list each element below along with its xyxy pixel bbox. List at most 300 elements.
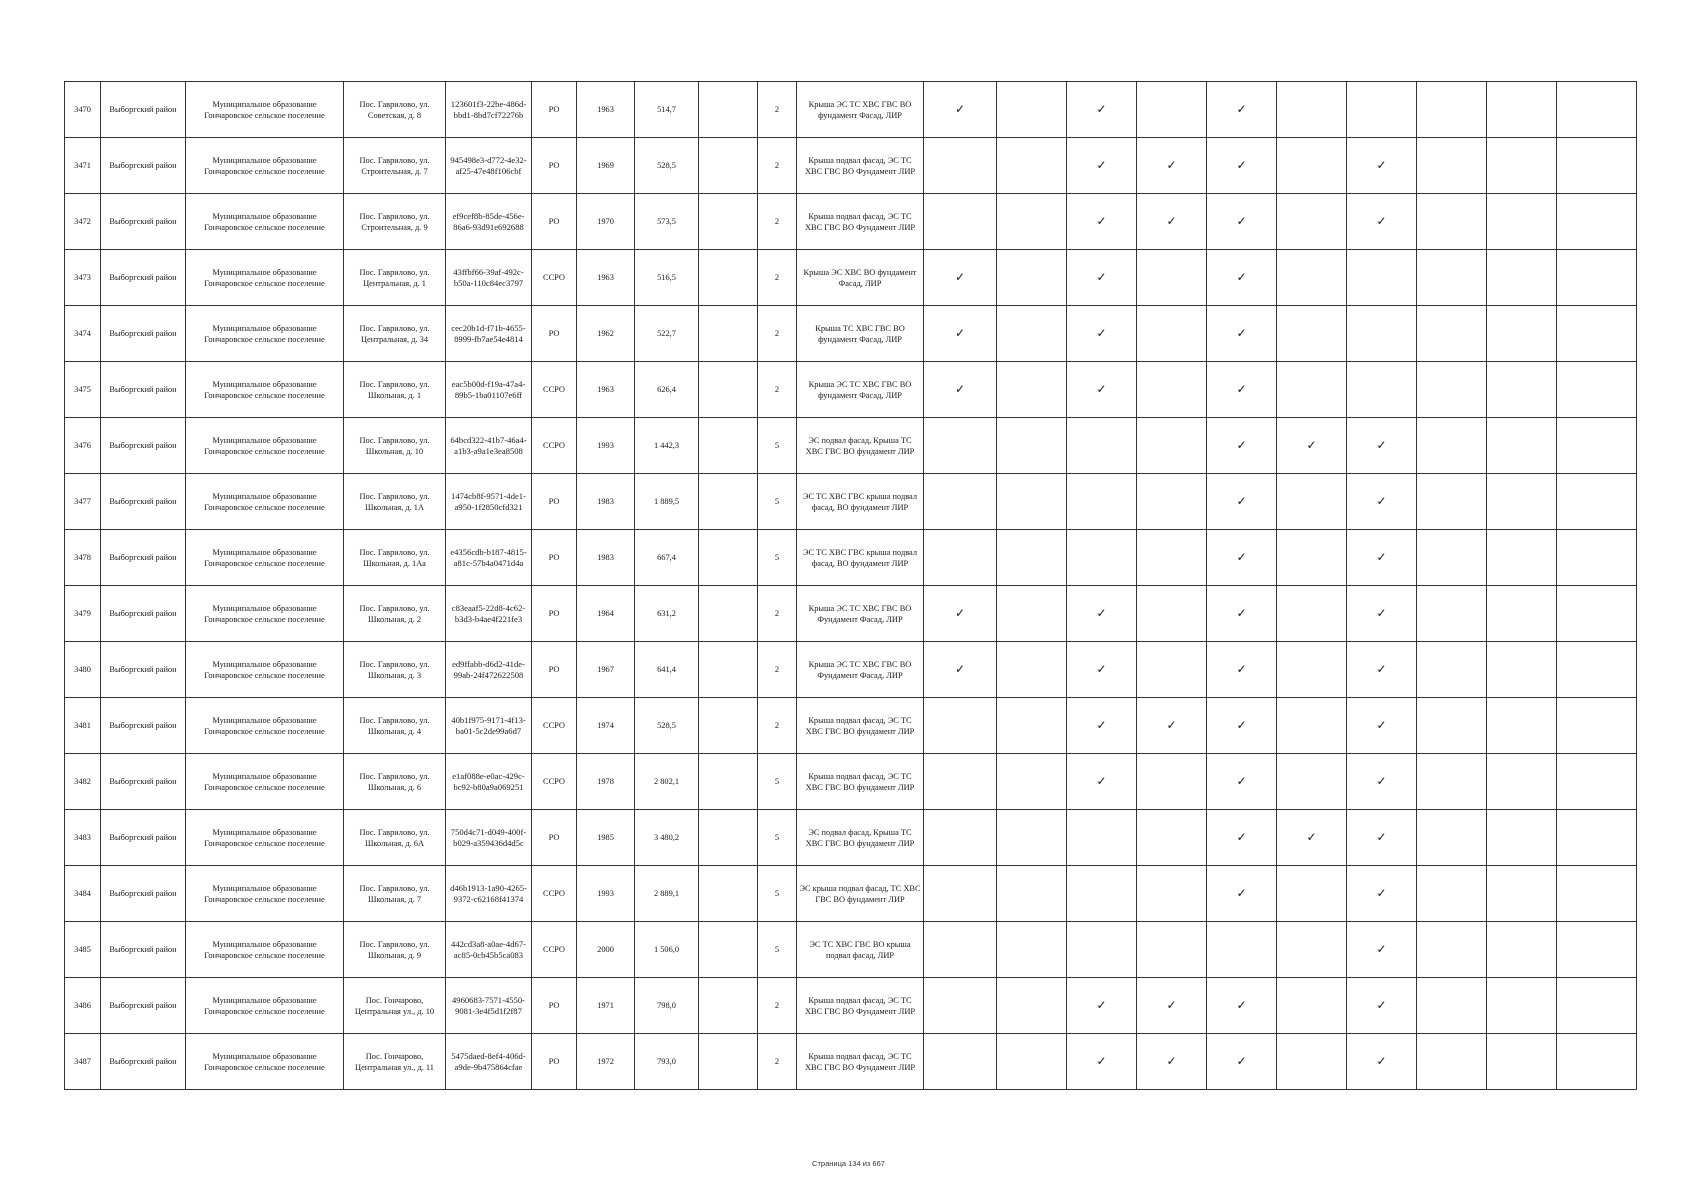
empty-check-cell	[1277, 978, 1347, 1034]
empty-check-cell	[1277, 754, 1347, 810]
empty-cell	[699, 250, 758, 306]
works-list-cell: Крыша ТС ХВС ГВС ВО фундамент Фасад, ЛИР	[797, 306, 924, 362]
area-cell: 516,5	[635, 250, 699, 306]
floors-cell: 5	[758, 810, 797, 866]
empty-check-cell	[1417, 810, 1487, 866]
works-list-cell: Крыша подвал фасад, ЭС ТС ХВС ГВС ВО Фундамент ЛИР	[797, 138, 924, 194]
empty-check-cell	[997, 194, 1067, 250]
guid-cell: 1474cb8f-9571-4de1-a950-1f2850cfd321	[446, 474, 532, 530]
empty-check-cell	[1277, 698, 1347, 754]
empty-check-cell	[997, 866, 1067, 922]
municipality-cell: Муниципальное образование Гончаровское сельское поселение	[186, 138, 344, 194]
district-cell: Выборгский район	[101, 530, 186, 586]
works-list-cell: Крыша подвал фасад, ЭС ТС ХВС ГВС ВО Фундамент ЛИР	[797, 1034, 924, 1090]
empty-check-cell	[1067, 474, 1137, 530]
check-mark-icon: ✓	[1347, 754, 1417, 810]
address-cell: Пос. Гаврилово, ул. Школьная, д. 9	[344, 922, 446, 978]
record-number-cell: 3478	[65, 530, 101, 586]
empty-check-cell	[1417, 138, 1487, 194]
empty-check-cell	[1487, 810, 1557, 866]
empty-check-cell	[924, 866, 997, 922]
build-year-cell: 1963	[577, 362, 635, 418]
floors-cell: 2	[758, 250, 797, 306]
table-row	[65, 418, 1637, 474]
management-type-cell: РО	[532, 82, 577, 138]
table-row	[65, 362, 1637, 418]
check-mark-icon: ✓	[1347, 530, 1417, 586]
check-mark-icon: ✓	[1207, 250, 1277, 306]
floors-cell: 2	[758, 194, 797, 250]
check-mark-icon: ✓	[1067, 194, 1137, 250]
empty-check-cell	[1557, 586, 1637, 642]
empty-check-cell	[924, 530, 997, 586]
empty-check-cell	[997, 698, 1067, 754]
works-list-cell: ЭС ТС ХВС ГВС крыша подвал фасад, ВО фундамент ЛИР	[797, 530, 924, 586]
empty-check-cell	[1067, 418, 1137, 474]
record-number-cell: 3471	[65, 138, 101, 194]
empty-cell	[699, 922, 758, 978]
area-cell: 626,4	[635, 362, 699, 418]
area-cell: 1 506,0	[635, 922, 699, 978]
area-cell: 641,4	[635, 642, 699, 698]
district-cell: Выборгский район	[101, 194, 186, 250]
check-mark-icon: ✓	[1347, 978, 1417, 1034]
empty-check-cell	[1417, 698, 1487, 754]
guid-cell: 4960683-7571-4550-9081-3e4f5d1f2f87	[446, 978, 532, 1034]
floors-cell: 5	[758, 474, 797, 530]
record-number-cell: 3485	[65, 922, 101, 978]
empty-check-cell	[1137, 250, 1207, 306]
empty-check-cell	[1487, 418, 1557, 474]
empty-check-cell	[1067, 866, 1137, 922]
management-type-cell: РО	[532, 530, 577, 586]
municipality-cell: Муниципальное образование Гончаровское сельское поселение	[186, 250, 344, 306]
check-mark-icon: ✓	[1207, 1034, 1277, 1090]
empty-check-cell	[1137, 866, 1207, 922]
record-number-cell: 3482	[65, 754, 101, 810]
address-cell: Пос. Гаврилово, ул. Школьная, д. 6А	[344, 810, 446, 866]
build-year-cell: 1967	[577, 642, 635, 698]
municipality-cell: Муниципальное образование Гончаровское сельское поселение	[186, 922, 344, 978]
empty-check-cell	[1137, 586, 1207, 642]
municipality-cell: Муниципальное образование Гончаровское сельское поселение	[186, 866, 344, 922]
empty-check-cell	[1557, 418, 1637, 474]
empty-cell	[699, 306, 758, 362]
address-cell: Пос. Гаврилово, ул. Советская, д. 8	[344, 82, 446, 138]
municipality-cell: Муниципальное образование Гончаровское сельское поселение	[186, 698, 344, 754]
empty-check-cell	[1277, 530, 1347, 586]
empty-check-cell	[1277, 866, 1347, 922]
area-cell: 514,7	[635, 82, 699, 138]
district-cell: Выборгский район	[101, 250, 186, 306]
empty-check-cell	[1277, 1034, 1347, 1090]
district-cell: Выборгский район	[101, 306, 186, 362]
empty-cell	[699, 82, 758, 138]
empty-check-cell	[1417, 754, 1487, 810]
management-type-cell: РО	[532, 586, 577, 642]
empty-check-cell	[924, 754, 997, 810]
works-list-cell: ЭС ТС ХВС ГВС ВО крыша подвал фасад, ЛИР	[797, 922, 924, 978]
empty-check-cell	[1417, 866, 1487, 922]
municipality-cell: Муниципальное образование Гончаровское сельское поселение	[186, 530, 344, 586]
build-year-cell: 1978	[577, 754, 635, 810]
record-number-cell: 3474	[65, 306, 101, 362]
empty-check-cell	[1487, 642, 1557, 698]
table-row	[65, 586, 1637, 642]
works-list-cell: ЭС крыша подвал фасад, ТС ХВС ГВС ВО фундамент ЛИР	[797, 866, 924, 922]
empty-check-cell	[1277, 194, 1347, 250]
empty-check-cell	[924, 418, 997, 474]
empty-cell	[699, 530, 758, 586]
empty-check-cell	[1137, 922, 1207, 978]
guid-cell: eac5b00d-f19a-47a4-89b5-1ba01107e6ff	[446, 362, 532, 418]
guid-cell: e1af088e-e0ac-429c-bc92-b80a9a069251	[446, 754, 532, 810]
housing-registry-table	[64, 81, 1637, 1090]
check-mark-icon: ✓	[924, 642, 997, 698]
address-cell: Пос. Гаврилово, ул. Школьная, д. 2	[344, 586, 446, 642]
empty-check-cell	[1137, 362, 1207, 418]
record-number-cell: 3475	[65, 362, 101, 418]
check-mark-icon: ✓	[1207, 642, 1277, 698]
check-mark-icon: ✓	[1137, 1034, 1207, 1090]
check-mark-icon: ✓	[1347, 922, 1417, 978]
empty-check-cell	[1487, 866, 1557, 922]
check-mark-icon: ✓	[1067, 138, 1137, 194]
empty-cell	[699, 362, 758, 418]
district-cell: Выборгский район	[101, 138, 186, 194]
empty-check-cell	[1417, 362, 1487, 418]
table-row	[65, 1034, 1637, 1090]
table-row	[65, 138, 1637, 194]
floors-cell: 2	[758, 642, 797, 698]
check-mark-icon: ✓	[924, 362, 997, 418]
empty-check-cell	[1557, 194, 1637, 250]
build-year-cell: 1974	[577, 698, 635, 754]
build-year-cell: 1963	[577, 82, 635, 138]
empty-check-cell	[1137, 474, 1207, 530]
guid-cell: c83eaaf5-22d8-4c62-b3d3-b4ae4f221fe3	[446, 586, 532, 642]
empty-cell	[699, 586, 758, 642]
guid-cell: e4356cdb-b187-4815-a81c-57b4a0471d4a	[446, 530, 532, 586]
address-cell: Пос. Гаврилово, ул. Школьная, д. 1	[344, 362, 446, 418]
empty-check-cell	[997, 474, 1067, 530]
empty-check-cell	[1277, 362, 1347, 418]
table-row	[65, 754, 1637, 810]
record-number-cell: 3476	[65, 418, 101, 474]
empty-check-cell	[1487, 82, 1557, 138]
check-mark-icon: ✓	[1207, 82, 1277, 138]
empty-check-cell	[1347, 250, 1417, 306]
management-type-cell: РО	[532, 306, 577, 362]
district-cell: Выборгский район	[101, 586, 186, 642]
works-list-cell: Крыша ЭС ТС ХВС ГВС ВО Фундамент Фасад, ЛИР	[797, 586, 924, 642]
record-number-cell: 3484	[65, 866, 101, 922]
check-mark-icon: ✓	[924, 306, 997, 362]
check-mark-icon: ✓	[1207, 306, 1277, 362]
works-list-cell: Крыша подвал фасад, ЭС ТС ХВС ГВС ВО фундамент ЛИР	[797, 698, 924, 754]
municipality-cell: Муниципальное образование Гончаровское сельское поселение	[186, 586, 344, 642]
management-type-cell: РО	[532, 194, 577, 250]
check-mark-icon: ✓	[1067, 362, 1137, 418]
check-mark-icon: ✓	[1137, 698, 1207, 754]
empty-check-cell	[1417, 922, 1487, 978]
table-row	[65, 698, 1637, 754]
floors-cell: 2	[758, 586, 797, 642]
empty-check-cell	[997, 362, 1067, 418]
municipality-cell: Муниципальное образование Гончаровское сельское поселение	[186, 474, 344, 530]
empty-check-cell	[1417, 306, 1487, 362]
empty-check-cell	[1277, 642, 1347, 698]
empty-check-cell	[1557, 1034, 1637, 1090]
municipality-cell: Муниципальное образование Гончаровское сельское поселение	[186, 754, 344, 810]
empty-check-cell	[1207, 922, 1277, 978]
empty-check-cell	[997, 1034, 1067, 1090]
check-mark-icon: ✓	[1347, 642, 1417, 698]
management-type-cell: ССРО	[532, 922, 577, 978]
empty-check-cell	[1557, 474, 1637, 530]
empty-check-cell	[1277, 82, 1347, 138]
empty-check-cell	[1557, 82, 1637, 138]
check-mark-icon: ✓	[1067, 642, 1137, 698]
management-type-cell: ССРО	[532, 866, 577, 922]
table-row	[65, 530, 1637, 586]
check-mark-icon: ✓	[1347, 866, 1417, 922]
district-cell: Выборгский район	[101, 474, 186, 530]
check-mark-icon: ✓	[1207, 138, 1277, 194]
empty-cell	[699, 194, 758, 250]
check-mark-icon: ✓	[1207, 978, 1277, 1034]
floors-cell: 5	[758, 922, 797, 978]
area-cell: 2 889,1	[635, 866, 699, 922]
municipality-cell: Муниципальное образование Гончаровское сельское поселение	[186, 362, 344, 418]
empty-check-cell	[997, 810, 1067, 866]
management-type-cell: РО	[532, 1034, 577, 1090]
municipality-cell: Муниципальное образование Гончаровское сельское поселение	[186, 306, 344, 362]
empty-check-cell	[1557, 138, 1637, 194]
empty-check-cell	[924, 1034, 997, 1090]
floors-cell: 5	[758, 754, 797, 810]
check-mark-icon: ✓	[1137, 194, 1207, 250]
area-cell: 528,5	[635, 698, 699, 754]
empty-cell	[699, 418, 758, 474]
build-year-cell: 1993	[577, 418, 635, 474]
empty-check-cell	[924, 138, 997, 194]
guid-cell: 442cd3a8-a0ae-4d67-ac85-0cb45b5ca083	[446, 922, 532, 978]
area-cell: 1 889,5	[635, 474, 699, 530]
empty-check-cell	[1137, 642, 1207, 698]
district-cell: Выборгский район	[101, 866, 186, 922]
empty-check-cell	[1277, 138, 1347, 194]
district-cell: Выборгский район	[101, 978, 186, 1034]
table-row	[65, 810, 1637, 866]
area-cell: 3 480,2	[635, 810, 699, 866]
empty-check-cell	[1417, 82, 1487, 138]
check-mark-icon: ✓	[1067, 250, 1137, 306]
guid-cell: 123601f3-22be-486d-bbd1-8bd7cf72276b	[446, 82, 532, 138]
build-year-cell: 1963	[577, 250, 635, 306]
floors-cell: 5	[758, 866, 797, 922]
area-cell: 1 442,3	[635, 418, 699, 474]
empty-cell	[699, 978, 758, 1034]
empty-check-cell	[997, 418, 1067, 474]
floors-cell: 2	[758, 698, 797, 754]
address-cell: Пос. Гаврилово, ул. Школьная, д. 10	[344, 418, 446, 474]
district-cell: Выборгский район	[101, 82, 186, 138]
check-mark-icon: ✓	[1207, 810, 1277, 866]
empty-check-cell	[997, 922, 1067, 978]
build-year-cell: 1972	[577, 1034, 635, 1090]
works-list-cell: Крыша подвал фасад, ЭС ТС ХВС ГВС ВО Фундамент ЛИР	[797, 194, 924, 250]
check-mark-icon: ✓	[1207, 474, 1277, 530]
management-type-cell: РО	[532, 642, 577, 698]
check-mark-icon: ✓	[924, 586, 997, 642]
address-cell: Пос. Гаврилово, ул. Школьная, д. 6	[344, 754, 446, 810]
empty-check-cell	[1347, 82, 1417, 138]
table-row	[65, 642, 1637, 698]
address-cell: Пос. Гаврилово, ул. Школьная, д. 3	[344, 642, 446, 698]
empty-check-cell	[997, 978, 1067, 1034]
check-mark-icon: ✓	[924, 250, 997, 306]
empty-check-cell	[1137, 754, 1207, 810]
empty-check-cell	[1417, 474, 1487, 530]
empty-check-cell	[924, 698, 997, 754]
empty-check-cell	[1557, 530, 1637, 586]
works-list-cell: Крыша ЭС ТС ХВС ГВС ВО фундамент Фасад, ЛИР	[797, 82, 924, 138]
check-mark-icon: ✓	[1347, 1034, 1417, 1090]
empty-cell	[699, 754, 758, 810]
municipality-cell: Муниципальное образование Гончаровское сельское поселение	[186, 194, 344, 250]
empty-check-cell	[1417, 642, 1487, 698]
works-list-cell: ЭС подвал фасад, Крыша ТС ХВС ГВС ВО фундамент ЛИР	[797, 418, 924, 474]
empty-check-cell	[1487, 306, 1557, 362]
build-year-cell: 1983	[577, 474, 635, 530]
district-cell: Выборгский район	[101, 922, 186, 978]
table-row	[65, 250, 1637, 306]
empty-check-cell	[1417, 250, 1487, 306]
empty-cell	[699, 698, 758, 754]
address-cell: Пос. Гончарово, Центральная ул., д. 10	[344, 978, 446, 1034]
check-mark-icon: ✓	[1347, 418, 1417, 474]
empty-check-cell	[997, 250, 1067, 306]
works-list-cell: Крыша подвал фасад, ЭС ТС ХВС ГВС ВО Фундамент ЛИР	[797, 978, 924, 1034]
check-mark-icon: ✓	[1347, 138, 1417, 194]
check-mark-icon: ✓	[1207, 866, 1277, 922]
build-year-cell: 1970	[577, 194, 635, 250]
check-mark-icon: ✓	[1207, 530, 1277, 586]
works-list-cell: Крыша ЭС ТС ХВС ГВС ВО Фундамент Фасад, ЛИР	[797, 642, 924, 698]
floors-cell: 2	[758, 138, 797, 194]
floors-cell: 2	[758, 362, 797, 418]
works-list-cell: ЭС ТС ХВС ГВС крыша подвал фасад, ВО фундамент ЛИР	[797, 474, 924, 530]
empty-check-cell	[1417, 1034, 1487, 1090]
record-number-cell: 3486	[65, 978, 101, 1034]
empty-check-cell	[1487, 754, 1557, 810]
check-mark-icon: ✓	[1207, 194, 1277, 250]
empty-check-cell	[1277, 306, 1347, 362]
empty-check-cell	[1137, 82, 1207, 138]
guid-cell: ed9ffabb-d6d2-41de-99ab-24f472622508	[446, 642, 532, 698]
empty-cell	[699, 474, 758, 530]
empty-check-cell	[1277, 474, 1347, 530]
guid-cell: 64bcd322-41b7-46a4-a1b3-a9a1e3ea8508	[446, 418, 532, 474]
empty-check-cell	[1557, 810, 1637, 866]
check-mark-icon: ✓	[1347, 810, 1417, 866]
record-number-cell: 3487	[65, 1034, 101, 1090]
empty-check-cell	[1487, 698, 1557, 754]
address-cell: Пос. Гаврилово, ул. Центральная, д. 34	[344, 306, 446, 362]
empty-check-cell	[1487, 1034, 1557, 1090]
management-type-cell: РО	[532, 474, 577, 530]
empty-check-cell	[997, 586, 1067, 642]
empty-check-cell	[1067, 922, 1137, 978]
empty-check-cell	[1417, 530, 1487, 586]
district-cell: Выборгский район	[101, 362, 186, 418]
empty-check-cell	[1557, 922, 1637, 978]
empty-check-cell	[1487, 138, 1557, 194]
build-year-cell: 1985	[577, 810, 635, 866]
page-number-footer: Страница 134 из 667	[812, 1159, 885, 1168]
empty-check-cell	[997, 82, 1067, 138]
build-year-cell: 1983	[577, 530, 635, 586]
district-cell: Выборгский район	[101, 642, 186, 698]
empty-cell	[699, 138, 758, 194]
table-row	[65, 306, 1637, 362]
floors-cell: 2	[758, 82, 797, 138]
empty-check-cell	[997, 754, 1067, 810]
municipality-cell: Муниципальное образование Гончаровское сельское поселение	[186, 642, 344, 698]
build-year-cell: 1969	[577, 138, 635, 194]
empty-check-cell	[1137, 306, 1207, 362]
check-mark-icon: ✓	[1067, 1034, 1137, 1090]
area-cell: 793,0	[635, 1034, 699, 1090]
empty-check-cell	[1487, 194, 1557, 250]
management-type-cell: ССРО	[532, 754, 577, 810]
record-number-cell: 3480	[65, 642, 101, 698]
empty-check-cell	[924, 978, 997, 1034]
empty-check-cell	[1557, 306, 1637, 362]
check-mark-icon: ✓	[1207, 586, 1277, 642]
check-mark-icon: ✓	[1067, 754, 1137, 810]
empty-check-cell	[1557, 362, 1637, 418]
district-cell: Выборгский район	[101, 698, 186, 754]
management-type-cell: ССРО	[532, 698, 577, 754]
area-cell: 631,2	[635, 586, 699, 642]
empty-check-cell	[1557, 866, 1637, 922]
area-cell: 2 802,1	[635, 754, 699, 810]
check-mark-icon: ✓	[1067, 978, 1137, 1034]
check-mark-icon: ✓	[1137, 978, 1207, 1034]
check-mark-icon: ✓	[1207, 362, 1277, 418]
management-type-cell: ССРО	[532, 250, 577, 306]
guid-cell: 43ffbf66-39af-492c-b50a-110c84ec3797	[446, 250, 532, 306]
guid-cell: cec20b1d-f71b-4655-8999-fb7ae54e4814	[446, 306, 532, 362]
table-row	[65, 978, 1637, 1034]
table-row	[65, 82, 1637, 138]
empty-check-cell	[1277, 250, 1347, 306]
build-year-cell: 2000	[577, 922, 635, 978]
empty-check-cell	[1487, 362, 1557, 418]
address-cell: Пос. Гончарово, Центральная ул., д. 11	[344, 1034, 446, 1090]
empty-check-cell	[1417, 978, 1487, 1034]
empty-cell	[699, 642, 758, 698]
empty-check-cell	[1557, 754, 1637, 810]
record-number-cell: 3470	[65, 82, 101, 138]
empty-check-cell	[1487, 530, 1557, 586]
check-mark-icon: ✓	[1207, 754, 1277, 810]
record-number-cell: 3472	[65, 194, 101, 250]
address-cell: Пос. Гаврилово, ул. Строительная, д. 7	[344, 138, 446, 194]
table-body	[65, 82, 1637, 1090]
